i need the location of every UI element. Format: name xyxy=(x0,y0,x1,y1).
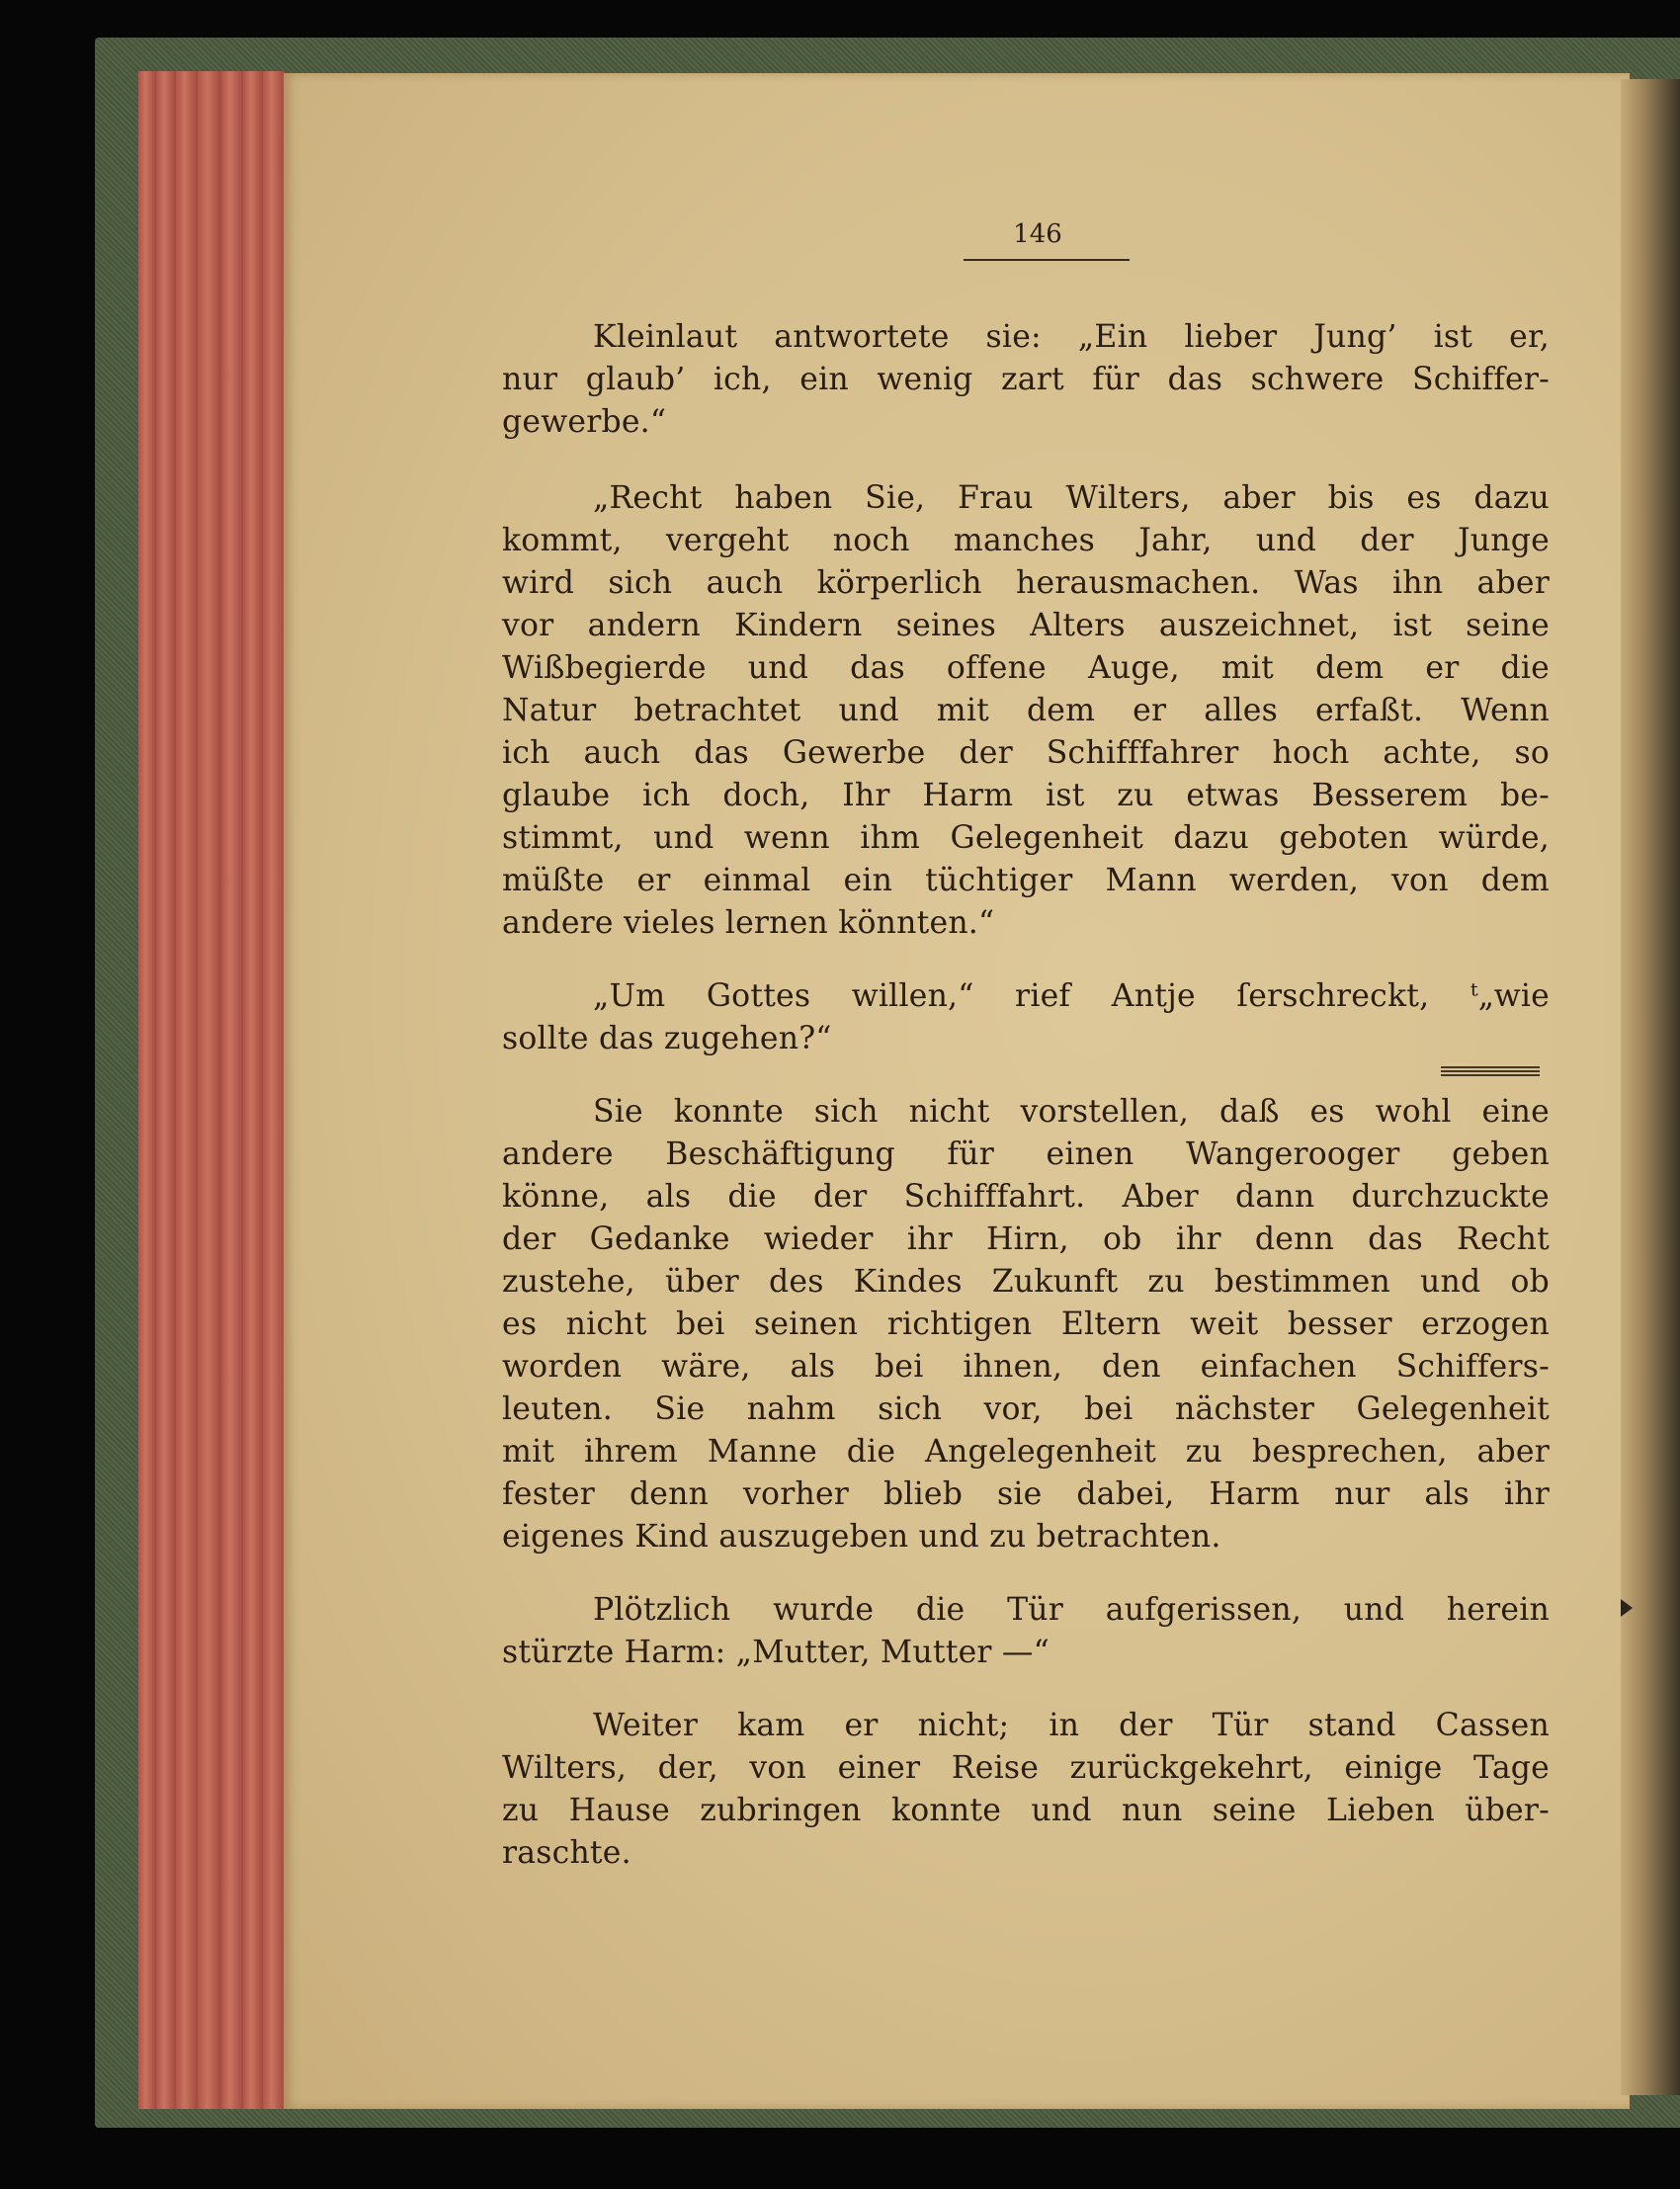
text-line: Wilters, der, von einer Reise zurückgekehrt, einige Tage xyxy=(502,1750,1550,1786)
text-line: „Recht haben Sie, Frau Wilters, aber bis es dazu xyxy=(593,480,1550,516)
text-line: Plötzlich wurde die Tür aufgerissen, und herein xyxy=(593,1592,1550,1628)
text-line: stürzte Harm: „Mutter, Mutter —“ xyxy=(502,1635,1050,1670)
text-line: fester denn vorher blieb sie dabei, Harm nur als ihr xyxy=(502,1476,1550,1512)
page-edge xyxy=(156,71,177,2109)
text-line: kommt, vergeht noch manches Jahr, und der Junge xyxy=(502,523,1550,558)
text-line: der Gedanke wieder ihr Hirn, ob ihr denn das Recht xyxy=(502,1221,1550,1257)
text-line: zu Hause zubringen konnte und nun seine Lieben über- xyxy=(502,1793,1550,1828)
text-line: gewerbe.“ xyxy=(502,404,667,440)
text-line: mit ihrem Manne die Angelegenheit zu besprechen, aber xyxy=(502,1434,1550,1470)
gutter-arrow-icon xyxy=(1621,1599,1633,1617)
text-line: glaube ich doch, Ihr Harm ist zu etwas Besserem be- xyxy=(502,778,1550,813)
text-line: nur glaub’ ich, ein wenig zart für das schwere Schiffer- xyxy=(502,362,1550,397)
text-line: Sie konnte sich nicht vorstellen, daß es wohl eine xyxy=(593,1094,1550,1130)
text-line: andere vieles lernen könnten.“ xyxy=(502,905,995,941)
page-edge xyxy=(243,71,264,2109)
text-line: vor andern Kindern seines Alters auszeichnet, ist seine xyxy=(502,608,1550,643)
page-edge xyxy=(221,71,244,2109)
text-line: stimmt, und wenn ihm Gelegenheit dazu geboten würde, xyxy=(502,820,1550,856)
header-rule xyxy=(964,259,1130,261)
text-line: Kleinlaut antwortete sie: „Ein lieber Jung’ ist er, xyxy=(593,319,1550,355)
text-line: eigenes Kind auszugeben und zu betrachten. xyxy=(502,1519,1221,1555)
text-line: raschte. xyxy=(502,1835,631,1871)
text-line: sollte das zugehen?“ xyxy=(502,1021,832,1056)
text-line: ich auch das Gewerbe der Schifffahrer hoch achte, so xyxy=(502,735,1550,771)
print-smudge xyxy=(1441,1066,1540,1076)
page-edge xyxy=(263,71,286,2109)
text-line: „Um Gottes willen,“ rief Antje ſerschreckt, ᵗ„wie xyxy=(593,978,1550,1014)
page-edge xyxy=(176,71,199,2109)
text-line: könne, als die der Schifffahrt. Aber dann durchzuckte xyxy=(502,1179,1550,1215)
text-line: wird sich auch körperlich herausmachen. Was ihn aber xyxy=(502,565,1550,601)
page-edge xyxy=(138,71,157,2109)
text-line: andere Beschäftigung für einen Wangerooger geben xyxy=(502,1137,1550,1172)
text-line: es nicht bei seinen richtigen Eltern weit besser erzogen xyxy=(502,1306,1550,1342)
text-line: müßte er einmal ein tüchtiger Mann werden, von dem xyxy=(502,863,1550,898)
page-edge xyxy=(198,71,222,2109)
text-line: Weiter kam er nicht; in der Tür stand Cassen xyxy=(593,1708,1550,1743)
text-line: Natur betrachtet und mit dem er alles erfaßt. Wenn xyxy=(502,693,1550,728)
page-number: 146 xyxy=(1013,219,1062,249)
text-line: zustehe, über des Kindes Zukunft zu bestimmen und ob xyxy=(502,1264,1550,1300)
text-line: worden wäre, als bei ihnen, den einfachen Schiffers- xyxy=(502,1349,1550,1385)
text-line: leuten. Sie nahm sich vor, bei nächster Gelegenheit xyxy=(502,1391,1550,1427)
text-line: Wißbegierde und das offene Auge, mit dem er die xyxy=(502,650,1550,686)
page-gutter xyxy=(1621,79,1680,2095)
